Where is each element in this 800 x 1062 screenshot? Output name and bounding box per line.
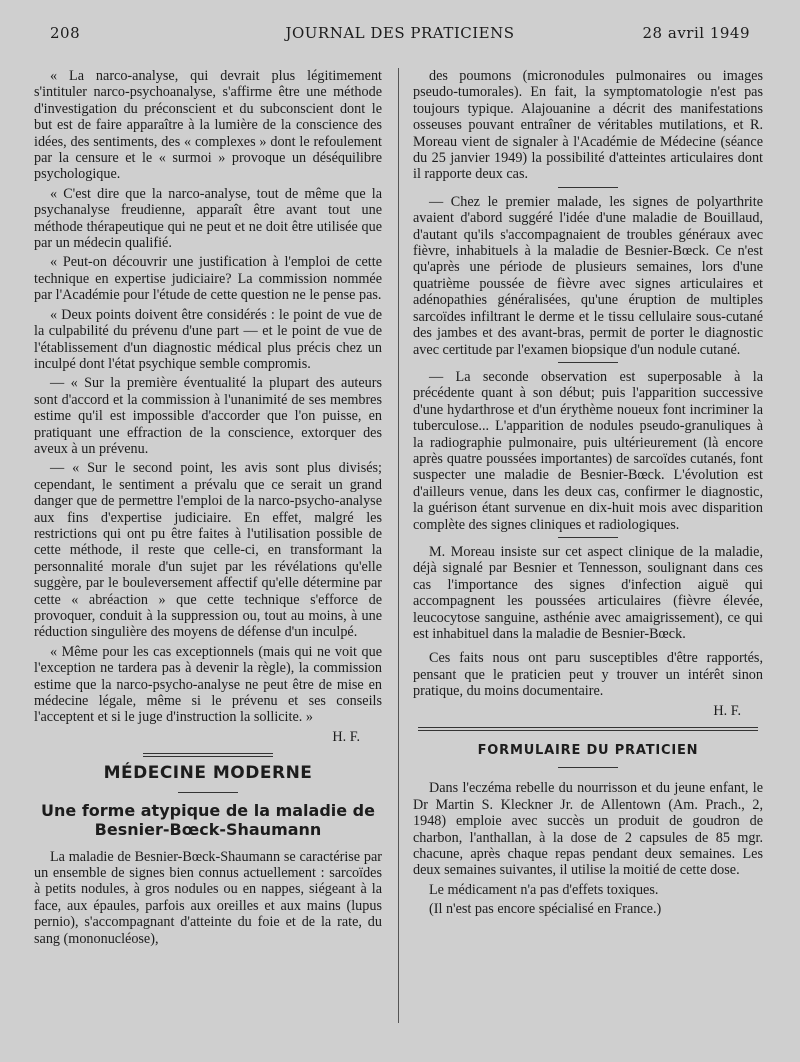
journal-title: JOURNAL DES PRATICIENS xyxy=(285,24,515,42)
paragraph: Dans l'eczéma rebelle du nourrisson et du jeune enfant, le Dr Martin S. Kleckner Jr. de Allentown (Am. Prach., 2, 1948) emploie avec succès un produit de goudron de charbon, l'anthallan, à la dose de 2 capsules de 85 mgr. chacune, après chaque repas pendant deux semaines. Les deux semaines suivantes, il utilise la moitié de cette dose. xyxy=(413,780,763,879)
column-divider xyxy=(398,68,399,1023)
author-signature: H. F. xyxy=(332,728,360,745)
article-title: Une forme atypique de la maladie de Besnier-Bœck-Shaumann xyxy=(41,800,375,839)
paragraph: des poumons (micronodules pulmonaires ou images pseudo-tumorales). En fait, la symptomatologie n'est pas toujours typique. Alajouanine a décrit des manifestations osseuses pouvant entraîner de véritables mutilations, et R. Moreau vient de signaler à l'Académie de Médecine (séance du 25 janvier 1949) la possibilité d'atteintes articulaires dont il rapporte deux cas. xyxy=(413,68,763,183)
paragraph: (Il n'est pas encore spécialisé en France.) xyxy=(429,901,662,918)
paragraph: « Peut-on découvrir une justification à l'emploi de cette technique en expertise judiciaire? La commission nommée par l'Académie pour l'étude de cette question ne le pense pas. xyxy=(34,254,382,304)
short-rule xyxy=(558,362,618,363)
paragraph: Ces faits nous ont paru susceptibles d'être rapportés, pensant que le praticien peut y trouver un intérêt sinon pratique, du moins documentaire. xyxy=(413,650,763,700)
paragraph: — « Sur le second point, les avis sont plus divisés; cependant, le sentiment a prévalu que ce serait un grand danger que de permettre l'emploi de la narco-psycho-analyse aux fins d'expertise judiciaire. En effet, malgré les restrictions qui ont pu être faites à l'utilisation possible de cette méthode, il reste que celle-ci, en transformant la personnalité morale d'un sujet par les révélations qu'elle suggère, par le bouleversement affectif qu'elle détermine par cette « abréaction » que cette technique s'efforce de provoquer, conduit à la suppression ou, tout au moins, à une réduction singulière des moyens de défense d'un inculpé. xyxy=(34,460,382,641)
author-signature: H. F. xyxy=(713,702,741,719)
issue-date: 28 avril 1949 xyxy=(642,24,750,42)
paragraph: Le médicament n'a pas d'effets toxiques. xyxy=(429,881,659,898)
double-rule xyxy=(143,753,273,757)
formulary-title: FORMULAIRE DU PRATICIEN xyxy=(477,743,699,759)
paragraph: « La narco-analyse, qui devrait plus légitimement s'intituler narco-psychoanalyse, s'affirme être une méthode d'investigation du préconscient et du subconscient dont le but est de faire apparaître à la lumière de la conscience des idées, des sentiments, des « complexes » dont le refoulement par la censure et le « surmoi » provoque un déséquilibre psychologique. xyxy=(34,68,382,183)
paragraph: M. Moreau insiste sur cet aspect clinique de la maladie, déjà signalé par Besnier et Tennesson, soulignant dans ces cas l'importance des signes d'infection aiguë qui accompagnent les poussées articulaires (fièvre élevée, leucocytose sanguine, asthénie avec amaigrissement), ce qui est inhabituel dans la maladie de Besnier-Bœck. xyxy=(413,543,763,642)
short-rule xyxy=(178,792,238,793)
page-number: 208 xyxy=(50,24,81,42)
left-column xyxy=(34,68,382,950)
short-rule xyxy=(558,537,618,538)
paragraph: — « Sur la première éventualité la plupart des auteurs sont d'accord et la commission à l'unanimité de ses membres estime qu'il est impossible d'accorder que l'on puisse, en pratiquant une effraction de la conscience, extorquer des aveux à un prévenu. xyxy=(34,375,382,457)
right-column xyxy=(413,68,763,921)
short-rule xyxy=(558,187,618,188)
section-title: MÉDECINE MODERNE xyxy=(103,763,313,784)
paragraph: « Même pour les cas exceptionnels (mais qui ne voit que l'exception ne tardera pas à devenir la règle), la commission estime que la narco-psycho-analyse ne peut être de mise en médecine légale, même si le prévenu et ses conseils l'acceptent et si le juge d'instruction la sollicite. » xyxy=(34,643,382,726)
paragraph: « C'est dire que la narco-analyse, tout de même que la psychanalyse freudienne, apparaît être avant tout une méthode thérapeutique qui ne peut et ne doit être utilisée que par un médecin qualifié. xyxy=(34,185,382,252)
page-header xyxy=(50,24,750,46)
double-rule xyxy=(418,727,758,731)
paragraph: La maladie de Besnier-Bœck-Shaumann se caractérise par un ensemble de signes bien connus actuellement : sarcoïdes à petits nodules, à gros nodules ou en nappes, siégeant à la face, aux épaules, parfois aux oreilles et aux mains (lupus pernio), s'accompagnant d'atteinte du foie et de la rate, du sang (mononucléose), xyxy=(34,848,382,947)
paragraph: — La seconde observation est superposable à la précédente quant à son début; puis l'apparition successive d'une hydarthrose et d'un érythème noueux font incriminer la tuberculose... L'apparition de nodules pseudo-granuliques à la radiographie pulmonaire, puis ultérieurement (là encore après quatre poussées importantes) de sarcoïdes cutanés, font suspecter une maladie de Besnier-Bœck. L'évolution est d'ailleurs venue, dans les deux cas, confirmer le diagnostic, la guérison étant survenue en dix-huit mois avec disparition complète des signes cliniques et radiologiques. xyxy=(413,368,763,533)
paragraph: — Chez le premier malade, les signes de polyarthrite avaient d'abord suggéré l'idée d'une maladie de Bouillaud, d'autant qu'ils s'accompagnaient de troubles généraux avec fièvre, inhabituels à la maladie de Besnier-Bœck. Ce n'est qu'après une période de plusieurs semaines, lors d'une quatrième poussée de fièvre avec signes articulaires et adénopathies généralisées, qu'une éruption de multiples sarcoïdes infiltrant le derme et le tissu cellulaire sous-cutané des jambes et des avant-bras, permit de porter le diagnostic avec certitude par l'examen biopsique d'un nodule cutané. xyxy=(413,193,763,358)
short-rule xyxy=(558,767,618,768)
paragraph: « Deux points doivent être considérés : le point de vue de la culpabilité du prévenu d'une part — et le point de vue de l'établissement d'un diagnostic médical plus précis chez un inculpé dont l'état psychique semble compromis. xyxy=(34,306,382,372)
